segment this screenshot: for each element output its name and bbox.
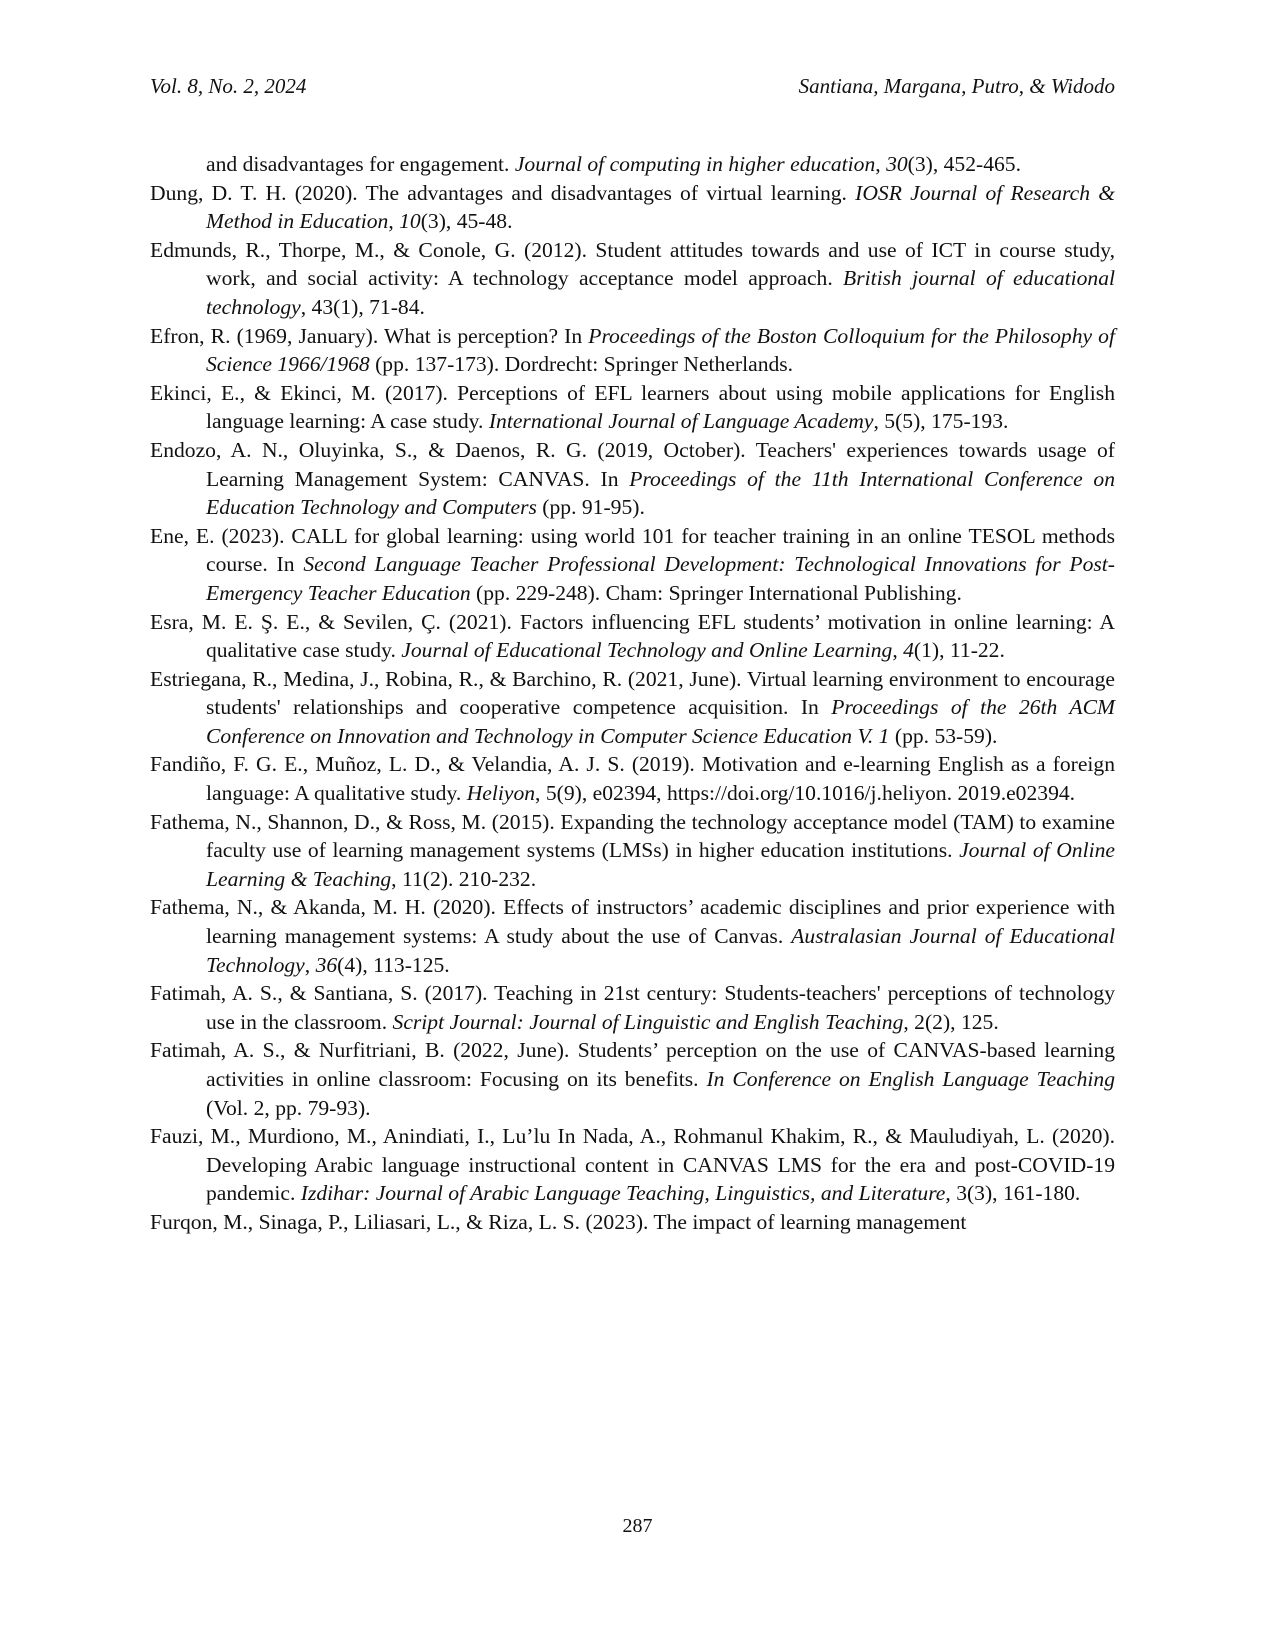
reference-text: Fatimah, A. S., & Nurfitriani, B. (2022, June). Students’ perception on the use of CANVAS-based learning activities in online classroom: Focusing on its benefits. <box>150 1038 1115 1091</box>
reference-entry <box>150 436 1115 522</box>
reference-text: Dung, D. T. H. (2020). The advantages and disadvantages of virtual learning. <box>150 180 856 205</box>
reference-text: , 2(2), 125. <box>903 1009 999 1034</box>
reference-entry <box>150 150 1115 179</box>
reference-text: (3), 45-48. <box>420 209 513 234</box>
reference-italic-text: 4 <box>903 638 914 663</box>
reference-text: and disadvantages for engagement. <box>206 152 515 176</box>
reference-text: Fathema, N., Shannon, D., & Ross, M. (2015). Expanding the technology acceptance model (TAM) to examine faculty use of learning management systems (LMSs) in higher education institutions. <box>150 809 1115 863</box>
reference-italic-text: Journal of computing in higher education <box>514 152 876 176</box>
reference-text: (pp. 137-173). Dordrecht: Springer Netherlands. <box>369 352 794 377</box>
reference-entry <box>150 236 1115 322</box>
reference-entry <box>150 808 1115 894</box>
reference-entry <box>150 1208 1115 1237</box>
reference-text: (3), 452-465. <box>907 152 1022 176</box>
reference-text: Estriegana, R., Medina, J., Robina, R., & Barchino, R. (2021, June). Virtual learning environment to encourage students' relationships and cooperative competence acquisition. In <box>150 666 1115 720</box>
reference-italic-text: Proceedings of the 11th International Conference on Education Technology and Computers <box>206 466 1115 520</box>
reference-text: Edmunds, R., Thorpe, M., & Conole, G. (2012). Student attitudes towards and use of ICT in course study, work, and social activity: A technology acceptance model approach. <box>150 237 1115 291</box>
reference-italic-text: 10 <box>399 209 421 234</box>
reference-text: (pp. 91-95). <box>536 495 645 520</box>
reference-text: (1), 11-22. <box>913 638 1005 663</box>
reference-italic-text: Izdihar: Journal of Arabic Language Teaching, Linguistics, and Literature <box>300 1181 946 1206</box>
reference-entry <box>150 179 1115 236</box>
reference-text: , 5(5), 175-193. <box>873 409 1009 434</box>
reference-entry <box>150 1122 1115 1208</box>
reference-text: (pp. 229-248). Cham: Springer International Publishing. <box>470 580 962 605</box>
reference-list <box>150 150 1115 1237</box>
reference-text: , <box>892 638 904 663</box>
reference-entry <box>150 750 1115 807</box>
reference-text: Fatimah, A. S., & Santiana, S. (2017). Teaching in 21st century: Students-teachers' perceptions of technology use in the classroom. <box>150 981 1115 1034</box>
reference-italic-text: British journal of educational technology <box>206 266 1116 319</box>
reference-text: , 5(9), e02394, https://doi.org/10.1016/j.heliyon. 2019.e02394. <box>535 781 1076 806</box>
reference-text: , 3(3), 161-180. <box>945 1181 1081 1206</box>
reference-text: , <box>304 952 316 977</box>
reference-text: Fathema, N., & Akanda, M. H. (2020). Effects of instructors’ academic disciplines and prior experience with learning management systems: A study about the use of Canvas. <box>150 895 1115 949</box>
reference-italic-text: Script Journal: Journal of Linguistic and English Teaching <box>392 1009 904 1034</box>
reference-text: Efron, R. (1969, January). What is perception? In <box>150 323 589 348</box>
reference-entry <box>150 665 1115 751</box>
page-number: 287 <box>622 1515 653 1537</box>
reference-text: , 43(1), 71-84. <box>300 294 425 319</box>
reference-text: Fauzi, M., Murdiono, M., Anindiati, I., Lu’lu In Nada, A., Rohmanul Khakim, R., & Mauludiyah, L. (2020). Developing Arabic language instructional content in CANVAS LMS for the era and post-COVID-19 pandemic. <box>150 1124 1115 1206</box>
reference-text: Ene, E. (2023). CALL for global learning: using world 101 for teacher training in an online TESOL methods course. In <box>150 523 1115 577</box>
reference-italic-text: IOSR Journal of Research & Method in Education <box>206 180 1115 234</box>
reference-entry <box>150 522 1115 608</box>
running-header <box>150 74 1115 104</box>
reference-text: (pp. 53-59). <box>889 723 998 748</box>
reference-italic-text: 36 <box>315 952 338 977</box>
journal-volume: Vol. 8, No. 2, 2024 <box>150 74 307 98</box>
reference-italic-text: Proceedings of the Boston Colloquium for the Philosophy of Science 1966/1968 <box>206 323 1115 377</box>
reference-entry <box>150 322 1115 379</box>
reference-italic-text: Proceedings of the 26th ACM Conference on Innovation and Technology in Computer Science Education V. 1 <box>206 695 1115 748</box>
reference-entry <box>150 379 1115 436</box>
reference-italic-text: In Conference on English Language Teaching <box>706 1067 1116 1091</box>
reference-text: (4), 113-125. <box>337 952 450 977</box>
reference-text: , <box>875 152 887 176</box>
reference-text: Fandiño, F. G. E., Muñoz, L. D., & Velandia, A. J. S. (2019). Motivation and e-learning English as a foreign language: A qualitative study. <box>150 752 1115 806</box>
reference-text: (Vol. 2, pp. 79-93). <box>206 1095 371 1120</box>
reference-entry <box>150 1036 1115 1122</box>
reference-italic-text: Second Language Teacher Professional Development: Technological Innovations for Post-Emergency Teacher Education <box>206 552 1115 605</box>
reference-entry <box>150 979 1115 1036</box>
reference-entry <box>150 893 1115 979</box>
reference-italic-text: Journal of Educational Technology and Online Learning <box>401 638 893 663</box>
reference-entry <box>150 608 1115 665</box>
reference-text: , 11(2). 210-232. <box>391 866 537 891</box>
reference-italic-text: International Journal of Language Academy <box>488 409 874 434</box>
reference-text: Furqon, M., Sinaga, P., Liliasari, L., & Riza, L. S. (2023). The impact of learning management <box>150 1209 967 1234</box>
reference-italic-text: Heliyon <box>466 781 536 806</box>
reference-italic-text: 30 <box>886 152 908 176</box>
reference-text: , <box>388 209 400 234</box>
reference-text: Ekinci, E., & Ekinci, M. (2017). Perceptions of EFL learners about using mobile applications for English language learning: A case study. <box>150 380 1115 434</box>
article-authors: Santiana, Margana, Putro, & Widodo <box>798 74 1115 98</box>
reference-text: Endozo, A. N., Oluyinka, S., & Daenos, R. G. (2019, October). Teachers' experiences towards usage of Learning Management System: CANVAS. In <box>150 437 1115 491</box>
reference-text: Esra, M. E. Ş. E., & Sevilen, Ç. (2021). Factors influencing EFL students’ motivation in online learning: A qualitative case study. <box>150 609 1115 663</box>
reference-italic-text: Journal of Online Learning & Teaching <box>206 838 1115 891</box>
reference-italic-text: Australasian Journal of Educational Technology <box>206 924 1116 977</box>
